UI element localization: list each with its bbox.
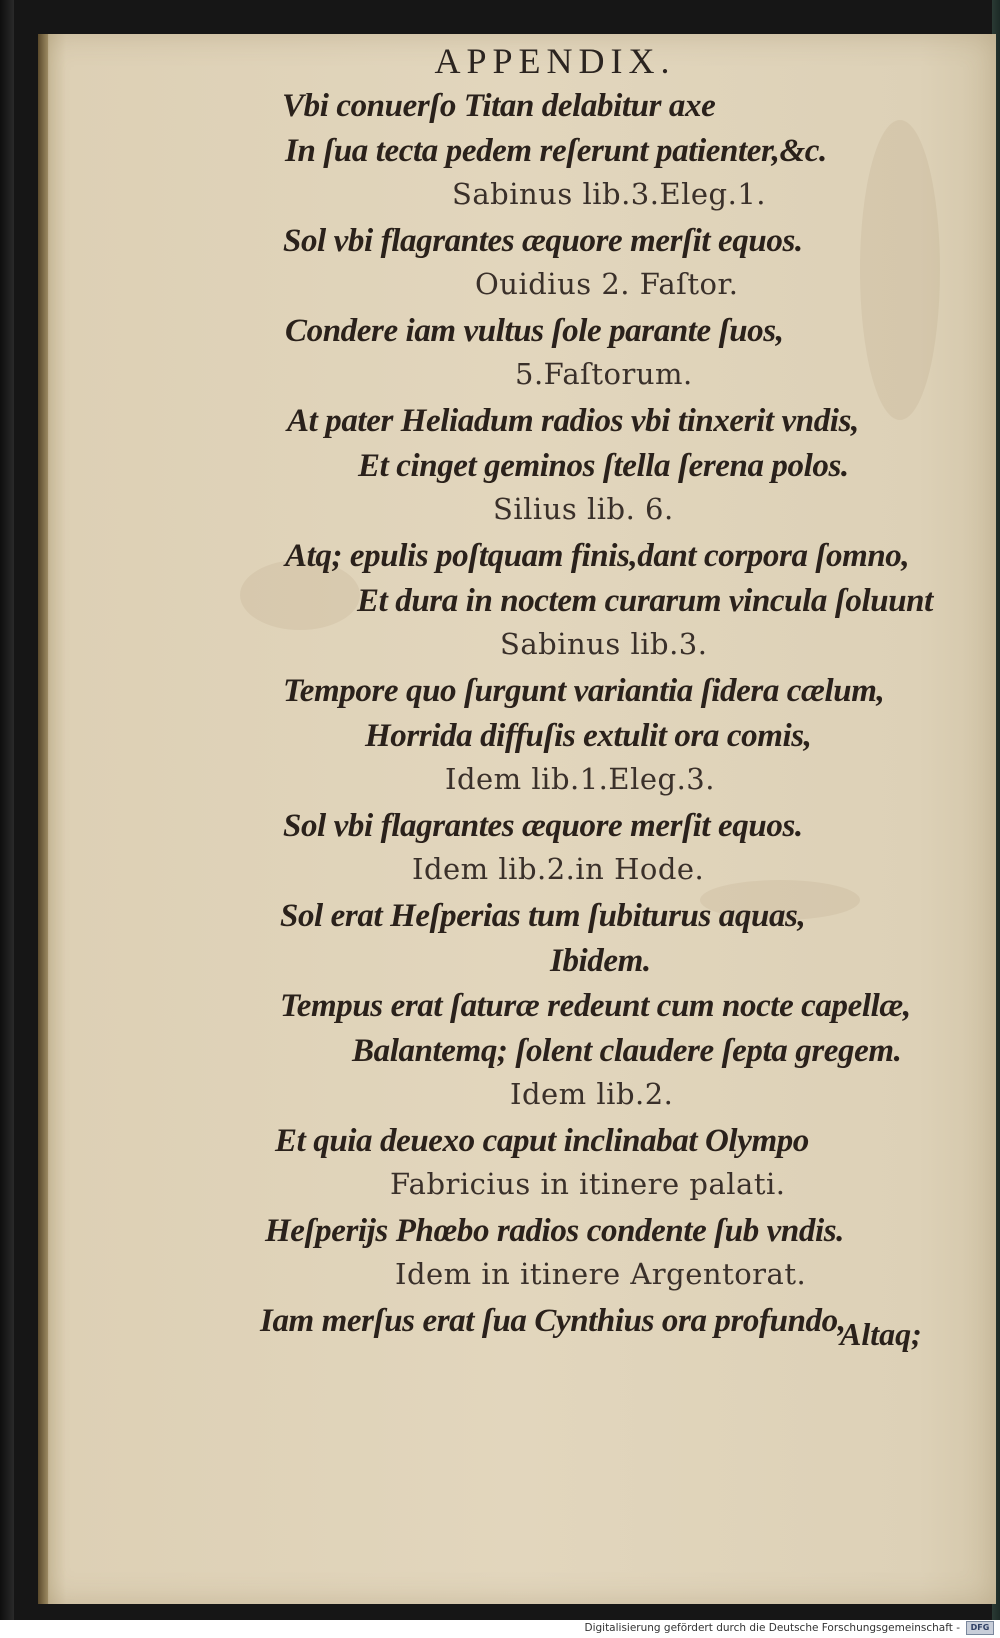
page-header: APPENDIX. bbox=[434, 41, 676, 81]
verse-line: Vbi conuerſo Titan delabitur axe bbox=[282, 88, 716, 124]
verse-line: Sol vbi flagrantes æquore merſit equos. bbox=[283, 223, 803, 259]
verse-line: Horrida diffuſis extulit ora comis, bbox=[365, 718, 812, 754]
citation-line: Sabinus lib.3. bbox=[500, 627, 708, 661]
verse-line: Atq; epulis poſtquam finis,dant corpora ſomno, bbox=[285, 538, 910, 574]
verse-line: Iam merſus erat ſua Cynthius ora profundo, bbox=[260, 1303, 846, 1339]
left-edge bbox=[0, 0, 14, 1620]
verse-line: Sol vbi flagrantes æquore merſit equos. bbox=[283, 808, 803, 844]
citation-line: Idem in itinere Argentorat. bbox=[395, 1257, 807, 1291]
citation-line: Silius lib. 6. bbox=[493, 492, 674, 526]
verse-line: Ibidem. bbox=[550, 943, 651, 979]
verse-line: Balantemq; ſolent claudere ſepta gregem. bbox=[352, 1033, 902, 1069]
citation-line: Fabricius in itinere palati. bbox=[390, 1167, 786, 1201]
verse-line: Heſperijs Phœbo radios condente ſub vndis. bbox=[265, 1213, 845, 1249]
verse-line: Et cinget geminos ſtella ſerena polos. bbox=[358, 448, 849, 484]
verse-line: Et dura in noctem curarum vincula ſoluunt bbox=[357, 583, 933, 619]
citation-line: Idem lib.1.Eleg.3. bbox=[445, 762, 715, 796]
citation-line: Ouidius 2. Faſtor. bbox=[475, 267, 739, 301]
page-gutter bbox=[38, 34, 48, 1604]
citation-line: Idem lib.2. bbox=[510, 1077, 674, 1111]
footer-credit: Digitalisierung gefördert durch die Deutsche Forschungsgemeinschaft - bbox=[584, 1622, 960, 1634]
footer-bar bbox=[0, 1620, 1000, 1638]
verse-line: Sol erat Heſperias tum ſubiturus aquas, bbox=[280, 898, 806, 934]
verse-line: At pater Heliadum radios vbi tinxerit vndis, bbox=[287, 403, 859, 439]
dfg-logo: DFG bbox=[966, 1621, 994, 1635]
verse-line: Tempore quo ſurgunt variantia ſidera cælum, bbox=[283, 673, 885, 709]
citation-line: 5.Faſtorum. bbox=[515, 357, 693, 391]
citation-line: Idem lib.2.in Hode. bbox=[412, 852, 705, 886]
catchword: Altaq; bbox=[840, 1316, 922, 1352]
verse-line: Tempus erat ſaturæ redeunt cum nocte capellæ, bbox=[280, 988, 911, 1024]
verse-line: Condere iam vultus ſole parante ſuos, bbox=[285, 313, 784, 349]
verse-line: Et quia deuexo caput inclinabat Olympo bbox=[275, 1123, 809, 1159]
verse-line: In ſua tecta pedem reſerunt patienter,&c. bbox=[285, 133, 827, 169]
citation-line: Sabinus lib.3.Eleg.1. bbox=[452, 177, 767, 211]
